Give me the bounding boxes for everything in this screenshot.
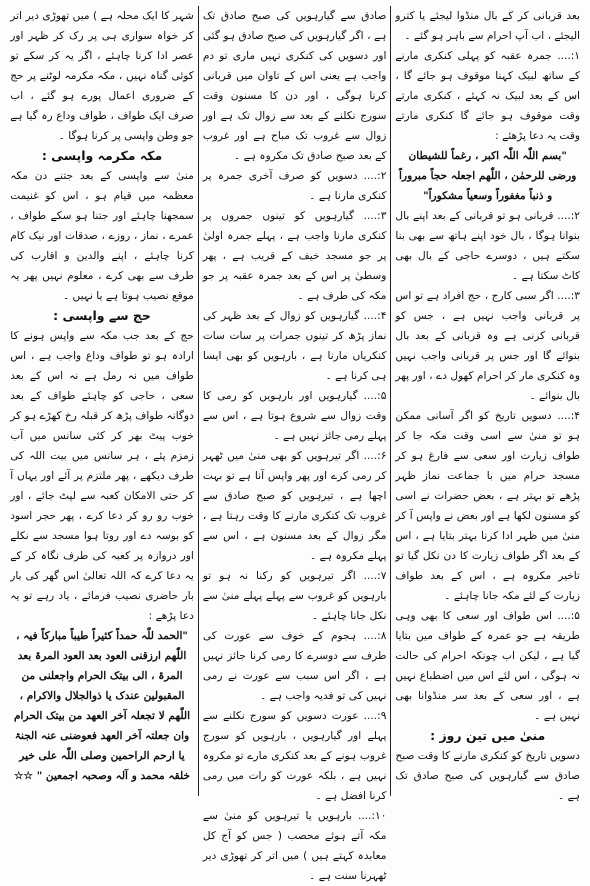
paragraph: ۵:.... گیارہویں اور بارہویں کو رمی کا وقت زوال سے شروع ہوتا ہے ، اس سے پہلے رمی جائز نہیں ہے ۔ xyxy=(202,390,387,442)
paragraph: ۴:.... دسویں تاریخ کو اگر آسانی ممکن ہو تو منیٰ سے اسی وقت مکہ جا کر طواف زیارت اور سعی سے فارغ ہو کر مسجد حرام میں با جماعت نماز ظہر پڑھے تو بہتر ہے ، بعض حضرات نے اسی کو مسنون لکھا ہے اور بعض نے واپس آ کر منیٰ میں ظہر ادا کرنا بہتر بتایا ہے ، اس کے بعد اگر طواف زیارت کا دن نکل گیا تو تاخیر مکروہ ہے ، اس کے بعد طواف زیارت کے لئے مکہ جانا چاہئے ۔ xyxy=(395,410,580,602)
paragraph: ۸:.... ہجوم کے خوف سے عورت کی طرف سے دوسرے کا رمی کرنا جائز نہیں ہے ، اگر اس سبب سے عورت نے رمی نہیں کی تو فدیہ واجب ہے ۔ xyxy=(202,630,387,702)
paragraph: حج کے بعد جب مکہ سے واپس ہونے کا ارادہ ہو تو طواف وداع واجب ہے ، اس طواف میں نہ رمل ہے نہ اس کے بعد سعی ، حاجی کو چاہئے طواف کے بعد دوگانہ طواف پڑھ کر قبلہ رخ کھڑے ہو کر خوب پیٹ بھر کر کئی سانس میں آب زمزم پئے ، ہر سانس میں بیت اللہ کی طرف دیکھے ، پھر ملتزم پر آئے اور یہاں آ کر حتی الامکان کعبہ سے لپٹ جائے ، اور خوب رو رو کر دعا کرے ، پھر حجر اسود کو بوسہ دے اور روتا ہوا مسجد سے نکلے اور دروازہ پر کعبہ کی طرف نگاہ کر کے یہ دعا کرے کہ اللہ تعالیٰ اس گھر کی بار بار حاضری نصیب فرمائے ، یاد رہے تو یہ دعا پڑھے : xyxy=(10,330,194,622)
column-left xyxy=(6,6,199,796)
section-heading: منیٰ میں تین روز : xyxy=(430,728,546,743)
column-middle xyxy=(199,6,392,882)
paragraph: ۹:.... عورت دسویں کو سورج نکلنے سے پہلے اور گیارہویں ، بارہویں کو سورج غروب ہونے کے بعد کنکری مارے تو مکروہ نہیں ہے ، بلکہ عورت کو رات میں رمی کرنا افضل ہے ۔ xyxy=(202,710,387,802)
paragraph: دسویں تاریخ کو کنکری مارنے کا وقت صبح صادق سے گیارہویں کی صبح صادق تک ہے ۔ xyxy=(395,750,580,802)
paragraph: منیٰ سے واپسی کے بعد جتنے دن مکہ معظمہ میں قیام ہو ، اس کو غنیمت سمجھنا چاہئے اور جتنا ہو سکے طواف ، عمرے ، نماز ، روزے ، صدقات اور نیک کام کرنا چاہئے ، اپنے والدین و اقارب کی طرف سے بھی کرے ، معلوم نہیں پھر یہ موقع نصیب ہوتا ہے یا نہیں ۔ xyxy=(10,170,194,302)
section-heading: حج سے واپسی : xyxy=(53,308,151,323)
paragraph: ۲:.... قربانی ہو تو قربانی کے بعد اپنے بال بنوانا ہوگا ، بال خود اپنے ہاتھ سے بھی بنا سکتے ہیں ، دوسرے حاجی کے بال بھی کاٹ سکتا ہے ۔ xyxy=(395,210,580,282)
paragraph: ۳:.... اگر سبی کارج ، حج افراد ہے تو اس پر قربانی واجب نہیں ہے ، جس کو قربانی کرنی ہے وہ قربانی کے بعد بال بنوائے گا اور جس پر قربانی واجب نہیں وہ کنکری مار کر احرام کھول دے ، اور پھر بال بنوائے ۔ xyxy=(395,290,580,402)
section-heading: مکہ مکرمہ واپسی : xyxy=(41,148,163,163)
arabic-dua: "الحمد للّٰہ حمداً کثیراً طیباً مبارکاً فیہ ، اللّٰھم ارزقنی العود بعد العود المرۃ بعد المرۃ ، الی بیتک الحرام واجعلنی من المقبولین عندک یا ذوالجلال والاکرام ، اللّٰھم لا تجعلہ آخر العھد من بیتک الحرام وان جعلتہ آخر العھد فعوضنی عنہ الجنۃ یا ارحم الراحمین وصلی اللّٰہ علی خیر خلقہ محمد و آلہ وصحبہ اجمعین " ☆☆ xyxy=(13,630,191,782)
paragraph: ۴:.... گیارہویں کو زوال کے بعد ظہر کی نماز پڑھ کر تینوں جمرات پر سات سات کنکریاں مارنا ہے ، بارہویں کو بھی ایسا ہی کرنا ہے ۔ xyxy=(202,310,387,382)
paragraph: ۱:.... جمرہ عقبہ کو پہلی کنکری مارنے کے ساتھ لبیک کہنا موقوف ہو جائے گا ، اس کے بعد لبیک نہ کہئے ، کنکری مارتے وقت موقوف ہو جائے گا کنکری مارتے وقت یہ دعا پڑھئے : xyxy=(395,50,580,142)
paragraph: ۲:.... دسویں کو صرف آخری جمرہ پر کنکری مارنا ہے ۔ xyxy=(202,170,387,202)
paragraph: ۶:.... اگر تیرہویں کو بھی منیٰ میں ٹھہر کر رمی کرے اور پھر واپس آنا ہے تو بہت اچھا ہے ، تیرہویں کو صبح صادق سے غروب تک کنکری مارنے کا وقت رہتا ہے ، مگر زوال کے بعد مسنون ہے ، اس سے پہلے مکروہ ہے ۔ xyxy=(202,450,387,562)
arabic-dua: "بسم اللّٰہ اللّٰہ اکبر ، رغماً للشیطان ورضی للرحمٰن ، اللّٰھم اجعلہ حجاً مبروراً و ذنباً مغفوراً وسعیاً مشکوراً" xyxy=(399,150,577,202)
paragraph: ۷:.... اگر تیرہویں کو رکنا نہ ہو تو بارہویں کو غروب سے پہلے پہلے منیٰ سے نکل جانا چاہئے ۔ xyxy=(202,570,387,622)
paragraph: صادق سے گیارہویں کی صبح صادق تک ہے ، اگر گیارہویں کی صبح صادق ہو گئی اور دسویں کی کنکری نہیں ماری تو دم واجب ہے یعنی اس کے تاوان میں قربانی کرنا ہوگی ، اور دن کا مسنون وقت سورج نکلنے کے بعد سے زوال تک ہے اور زوال سے غروب تک مباح ہے اور غروب کے بعد صبح صادق تک مکروہ ہے ۔ xyxy=(202,10,387,162)
paragraph: ۱۰:.... بارہویں یا تیرہویں کو منیٰ سے مکہ آتے ہوئے محصب ( جس کو آج کل معابدہ کہتے ہیں ) میں اتر کر تھوڑی دیر ٹھہرنا سنت ہے ۔ xyxy=(202,810,387,882)
column-right xyxy=(391,6,584,802)
paragraph: شہر کا ایک محلہ ہے ) میں تھوڑی دیر اتر کر خواہ سواری ہی پر رک کر ظہر اور عصر ادا کرنا چاہئے ، اگر یہ کر سکے تو کوئی گناہ نہیں ، مکہ مکرمہ لوٹنے پر حج کے ضروری اعمال پورے ہو گئے ، اب صرف ایک طواف ، طواف وداع رہ گیا ہے جو وطن واپسی پر کرنا ہوگا ۔ xyxy=(10,10,194,142)
paragraph: بعد قربانی کر کے بال منڈوا لیجئے یا کترو الیجئے ، اب آپ احرام سے باہر ہو گئے ۔ xyxy=(395,10,580,42)
paragraph: ۳:.... گیارہویں کو تینوں جمروں پر کنکری مارنا واجب ہے ، پہلے جمرہ اولیٰ پر جو مسجد خیف کے قریب ہے ، پھر وسطیٰ پر اس کے بعد جمرہ عقبہ پر جو مکہ کی طرف ہے ۔ xyxy=(202,210,387,302)
paragraph: ۵:.... اس طواف اور سعی کا بھی وہی طریقہ ہے جو عمرہ کے طواف میں بتایا گیا ہے ، لیکن اب چونکہ احرام کی حالت نہ ہوگی ، اس لئے اس میں اضطباع نہیں ہے ، اور سعی کے بعد سر منڈوانا بھی نہیں ہے ۔ xyxy=(395,610,580,722)
